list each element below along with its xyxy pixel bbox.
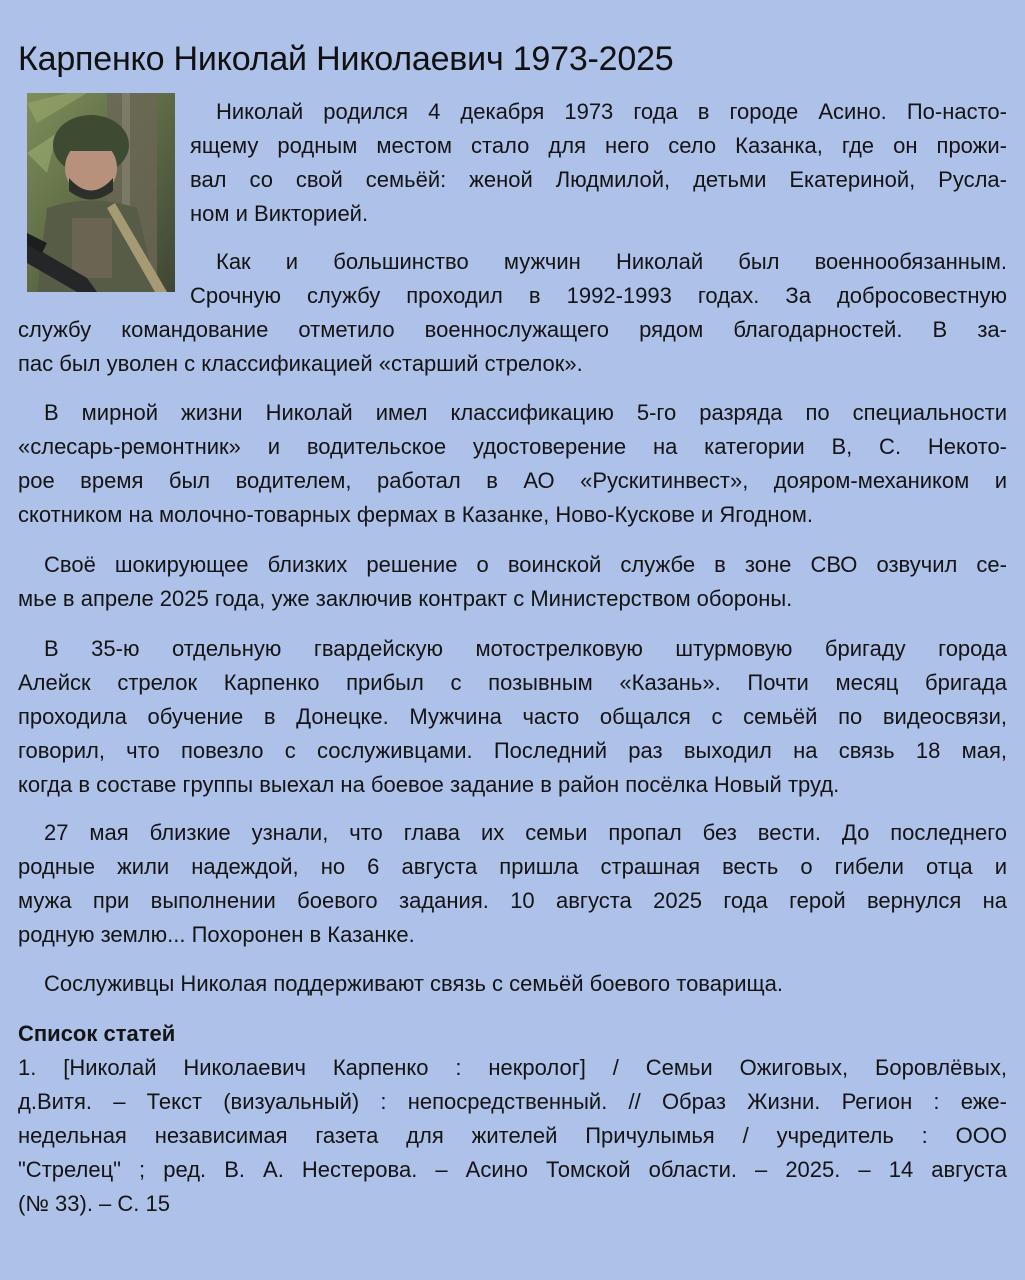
paragraph-4	[18, 548, 1007, 616]
text-line: Алейск стрелок Карпенко прибыл с позывным «Казань». Почти месяц бригада	[18, 670, 1007, 695]
text-line: Своё шокирующее близких решение о воинской службе в зоне СВО озвучил се-	[44, 552, 1007, 577]
text-line: говорил, что повезло с сослуживцами. Последний раз выходил на связь 18 мая,	[18, 738, 1007, 763]
text-line: Как и большинство мужчин Николай был военнообязанным.	[216, 249, 1007, 274]
text-line: Сослуживцы Николая поддерживают связь с семьёй боевого товарища.	[44, 971, 783, 996]
text-line: службу командование отметило военнослужащего рядом благодарностей. В за-	[18, 317, 1007, 342]
text-line: вал со свой семьёй: женой Людмилой, детьми Екатериной, Русла-	[190, 167, 1007, 192]
text-line: мье в апреле 2025 года, уже заключив контракт с Министерством обороны.	[18, 586, 793, 611]
text-line: В мирной жизни Николай имел классификацию 5-го разряда по специальности	[44, 400, 1007, 425]
text-line: когда в составе группы выехал на боевое задание в район посёлка Новый труд.	[18, 772, 840, 797]
text-line: родную землю... Похоронен в Казанке.	[18, 922, 415, 947]
text-line: Николай родился 4 декабря 1973 года в городе Асино. По-насто-	[216, 99, 1007, 124]
paragraph-5	[18, 632, 1007, 802]
paragraph-3	[18, 396, 1007, 532]
text-line: проходила обучение в Донецке. Мужчина часто общался с семьёй по видеосвязи,	[18, 704, 1007, 729]
paragraph-7	[18, 967, 1007, 1001]
paragraph-1	[190, 95, 1007, 231]
article-line: д.Витя. – Текст (визуальный) : непосредственный. // Образ Жизни. Регион : еже-	[18, 1089, 1007, 1114]
text-line: ящему родным местом стало для него село Казанка, где он прожи-	[190, 133, 1007, 158]
text-line: рое время был водителем, работал в АО «Рускитинвест», дояром-механиком и	[18, 468, 1007, 493]
articles-list	[18, 1017, 1007, 1221]
article-line: недельная независимая газета для жителей Причулымья / учредитель : ООО	[18, 1123, 1007, 1148]
article-line: 1. [Николай Николаевич Карпенко : некролог] / Семьи Ожиговых, Боровлёвых,	[18, 1055, 1007, 1080]
text-line: мужа при выполнении боевого задания. 10 августа 2025 года герой вернулся на	[18, 888, 1007, 913]
text-line: В 35-ю отдельную гвардейскую мотострелковую штурмовую бригаду города	[44, 636, 1007, 661]
text-line: пас был уволен с классификацией «старший стрелок».	[18, 351, 583, 376]
paragraph-2	[18, 245, 1007, 381]
text-line: ном и Викторией.	[190, 201, 369, 226]
articles-heading: Список статей	[18, 1021, 176, 1046]
text-line: Срочную службу проходил в 1992-1993 годах. За добросовестную	[190, 283, 1007, 308]
paragraph-6	[18, 816, 1007, 952]
article-line: (№ 33). – С. 15	[18, 1191, 170, 1216]
text-line: скотником на молочно-товарных фермах в Казанке, Ново-Кускове и Ягодном.	[18, 502, 813, 527]
text-line: «слесарь-ремонтник» и водительское удостоверение на категории В, С. Некото-	[18, 434, 1007, 459]
page-title: Карпенко Николай Николаевич 1973-2025	[18, 40, 674, 78]
text-line: родные жили надеждой, но 6 августа пришла страшная весть о гибели отца и	[18, 854, 1007, 879]
article-line: "Стрелец" ; ред. В. А. Нестерова. – Асино Томской области. – 2025. – 14 августа	[18, 1157, 1007, 1182]
text-line: 27 мая близкие узнали, что глава их семьи пропал без вести. До последнего	[44, 820, 1007, 845]
